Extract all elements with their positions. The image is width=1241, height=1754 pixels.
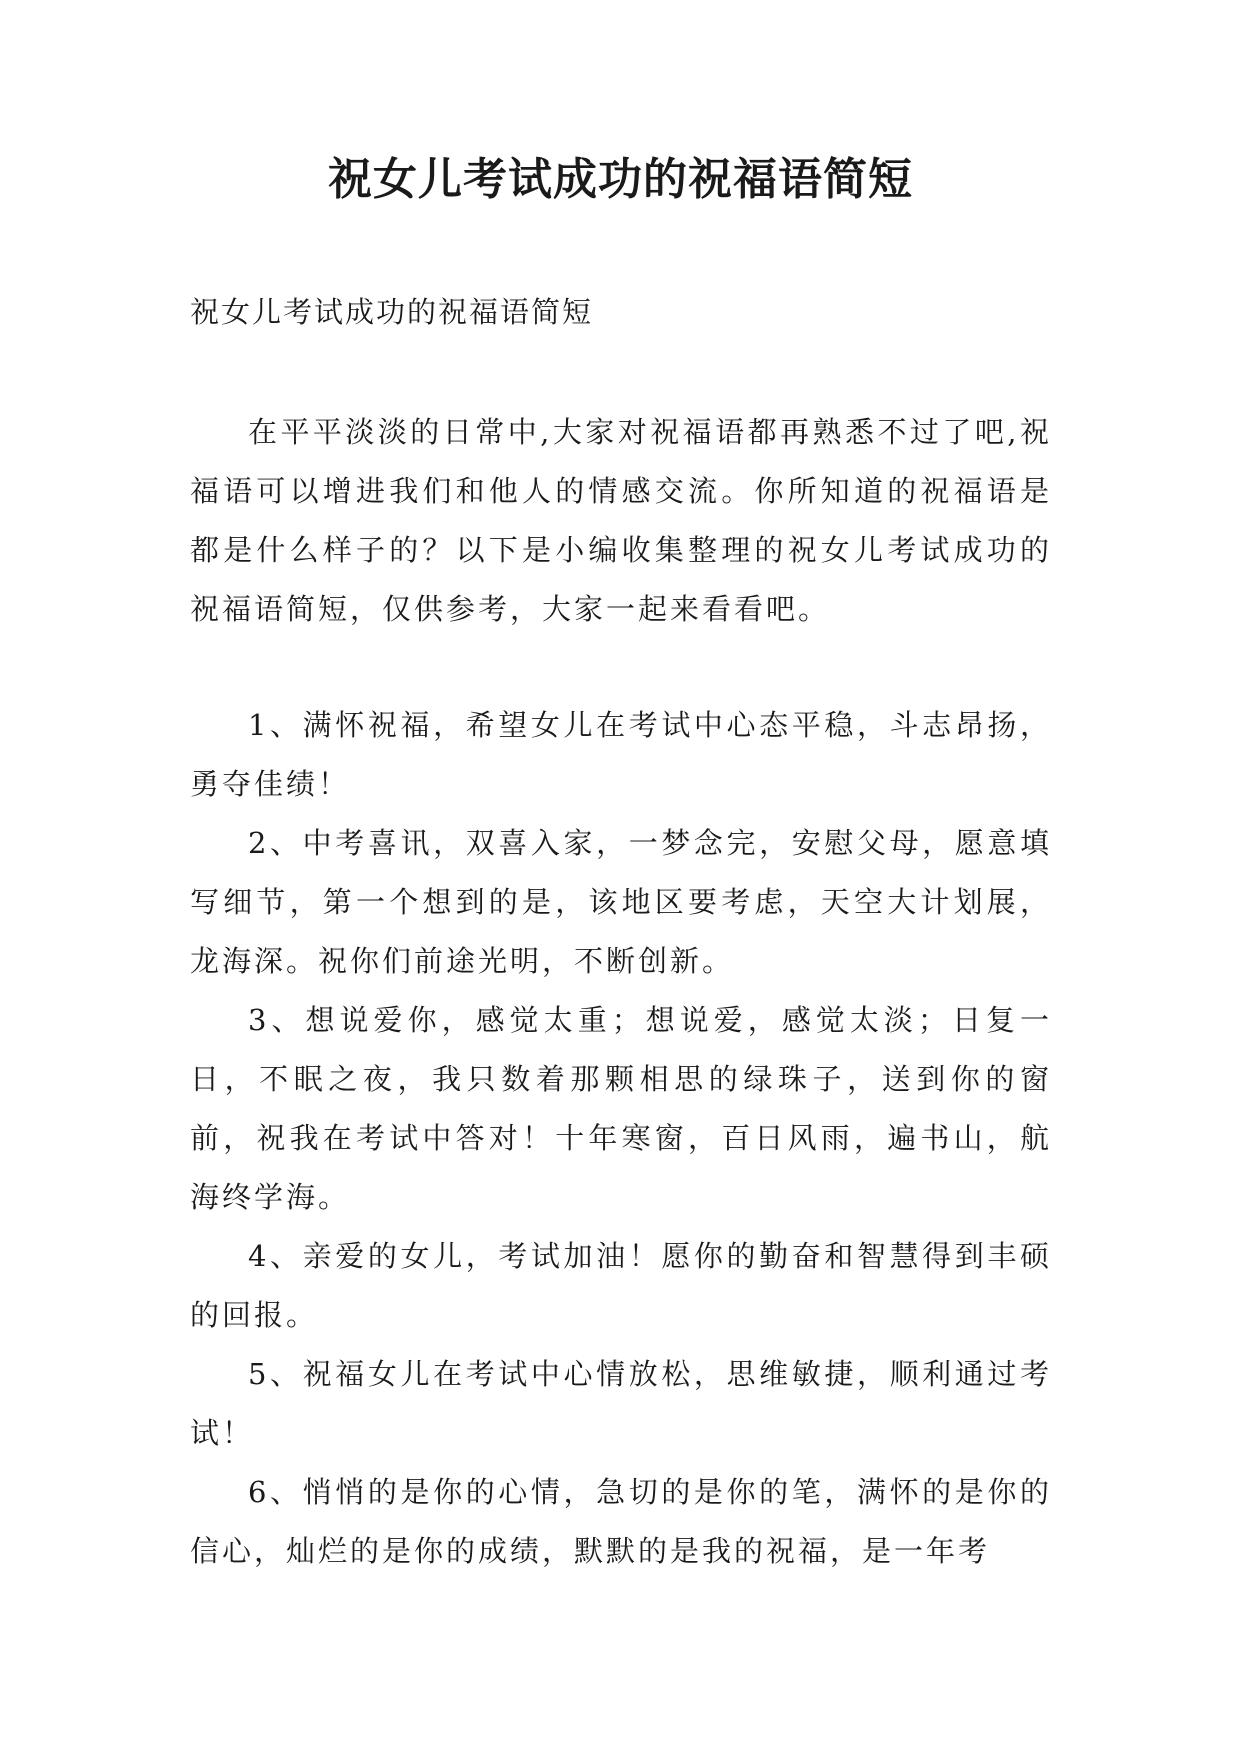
intro-section xyxy=(190,403,1052,639)
list-item: 3、想说爱你，感觉太重；想说爱，感觉太淡；日复一日，不眠之夜，我只数着那颗相思的绿珠子，送到你的窗前，祝我在考试中答对！十年寒窗，百日风雨，遍书山，航海终学海。 xyxy=(190,1003,1052,1214)
list-item: 4、亲爱的女儿，考试加油！愿你的勤奋和智慧得到丰硕的回报。 xyxy=(190,1239,1052,1332)
list-item: 1、满怀祝福，希望女儿在考试中心态平稳，斗志昂扬，勇夺佳绩！ xyxy=(190,708,1052,801)
document-subtitle: 祝女儿考试成功的祝福语简短 xyxy=(190,295,594,329)
wishes-list xyxy=(190,696,1052,1581)
list-item: 6、悄悄的是你的心情，急切的是你的笔，满怀的是你的信心，灿烂的是你的成绩，默默的是我的祝福，是一年考 xyxy=(190,1475,1052,1568)
document-title: 祝女儿考试成功的祝福语简短 xyxy=(328,154,913,205)
list-item: 2、中考喜讯，双喜入家，一梦念完，安慰父母，愿意填写细节，第一个想到的是，该地区要考虑，天空大计划展，龙海深。祝你们前途光明，不断创新。 xyxy=(190,826,1052,978)
list-item: 5、祝福女儿在考试中心情放松，思维敏捷，顺利通过考试！ xyxy=(190,1357,1052,1450)
intro-paragraph: 在平平淡淡的日常中,大家对祝福语都再熟悉不过了吧,祝福语可以增进我们和他人的情感交流。你所知道的祝福语是都是什么样子的？以下是小编收集整理的祝女儿考试成功的祝福语简短，仅供参考，大家一起来看看吧。 xyxy=(190,415,1052,626)
